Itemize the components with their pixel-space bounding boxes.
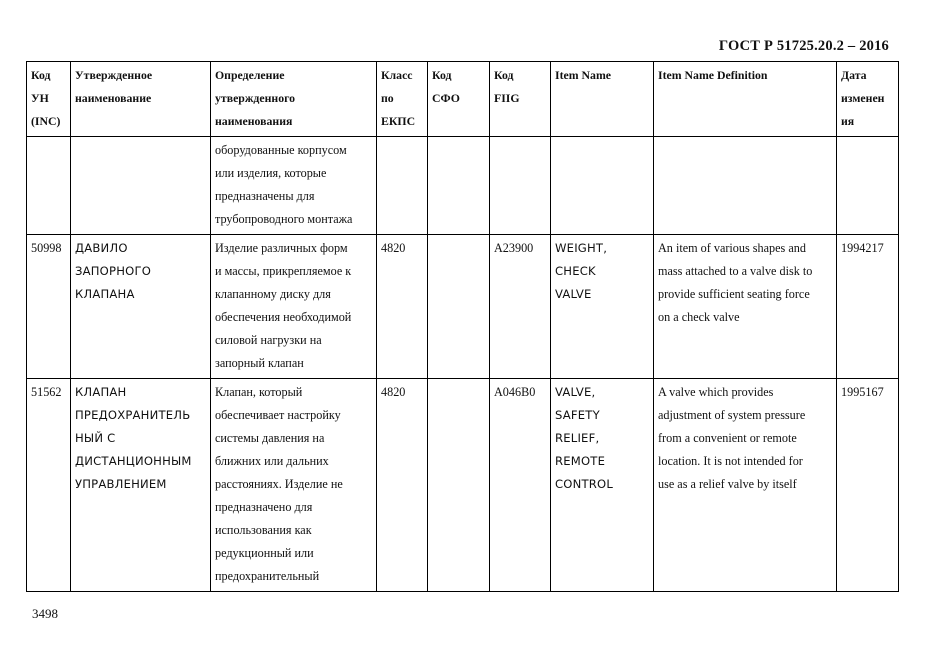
document-standard-header: ГОСТ Р 51725.20.2 – 2016: [718, 38, 889, 54]
cell-name: [71, 137, 211, 235]
cell-date: 1995167: [837, 379, 899, 592]
header-sfo: Код СФО: [428, 62, 490, 137]
cell-class: [377, 137, 428, 235]
catalog-table: [26, 61, 899, 592]
header-class: Класс по ЕКПС: [377, 62, 428, 137]
cell-name: КЛАПАН ПРЕДОХРАНИТЕЛЬ НЫЙ С ДИСТАНЦИОННЫМ УПРАВЛЕНИЕМ: [71, 379, 211, 592]
header-fiig: Код FIIG: [490, 62, 551, 137]
header-item-definition: Item Name Definition: [654, 62, 837, 137]
header-date: Дата изменен ия: [837, 62, 899, 137]
cell-fiig: [490, 137, 551, 235]
cell-sfo: [428, 137, 490, 235]
cell-sfo: [428, 235, 490, 379]
cell-item-name: WEIGHT, CHECK VALVE: [551, 235, 654, 379]
cell-item-name: [551, 137, 654, 235]
cell-date: 1994217: [837, 235, 899, 379]
cell-date: [837, 137, 899, 235]
cell-item-definition: [654, 137, 837, 235]
cell-inc: 50998: [27, 235, 71, 379]
header-inc: Код УН (INC): [27, 62, 71, 137]
table-row: [27, 235, 899, 379]
cell-definition: Клапан, который обеспечивает настройку системы давления на ближних или дальних расстояниях. Изделие не предназначено для использования как редукционный или предохранительный: [211, 379, 377, 592]
header-item-name: Item Name: [551, 62, 654, 137]
header-definition: Определение утвержденного наименования: [211, 62, 377, 137]
cell-name: ДАВИЛО ЗАПОРНОГО КЛАПАНА: [71, 235, 211, 379]
cell-inc: [27, 137, 71, 235]
cell-item-definition: A valve which provides adjustment of system pressure from a convenient or remote location. It is not intended for use as a relief valve by itself: [654, 379, 837, 592]
cell-sfo: [428, 379, 490, 592]
cell-definition: Изделие различных форм и массы, прикрепляемое к клапанному диску для обеспечения необходимой силовой нагрузки на запорный клапан: [211, 235, 377, 379]
cell-fiig: A23900: [490, 235, 551, 379]
cell-item-definition: An item of various shapes and mass attached to a valve disk to provide sufficient seating force on a check valve: [654, 235, 837, 379]
cell-class: 4820: [377, 235, 428, 379]
cell-item-name: VALVE, SAFETY RELIEF, REMOTE CONTROL: [551, 379, 654, 592]
cell-fiig: A046B0: [490, 379, 551, 592]
table-row: [27, 379, 899, 592]
cell-definition: оборудованные корпусом или изделия, которые предназначены для трубопроводного монтажа: [211, 137, 377, 235]
page-number: 3498: [32, 606, 58, 621]
header-approved-name: Утвержденное наименование: [71, 62, 211, 137]
table-row: [27, 137, 899, 235]
table-header-row: [27, 62, 899, 137]
cell-inc: 51562: [27, 379, 71, 592]
cell-class: 4820: [377, 379, 428, 592]
